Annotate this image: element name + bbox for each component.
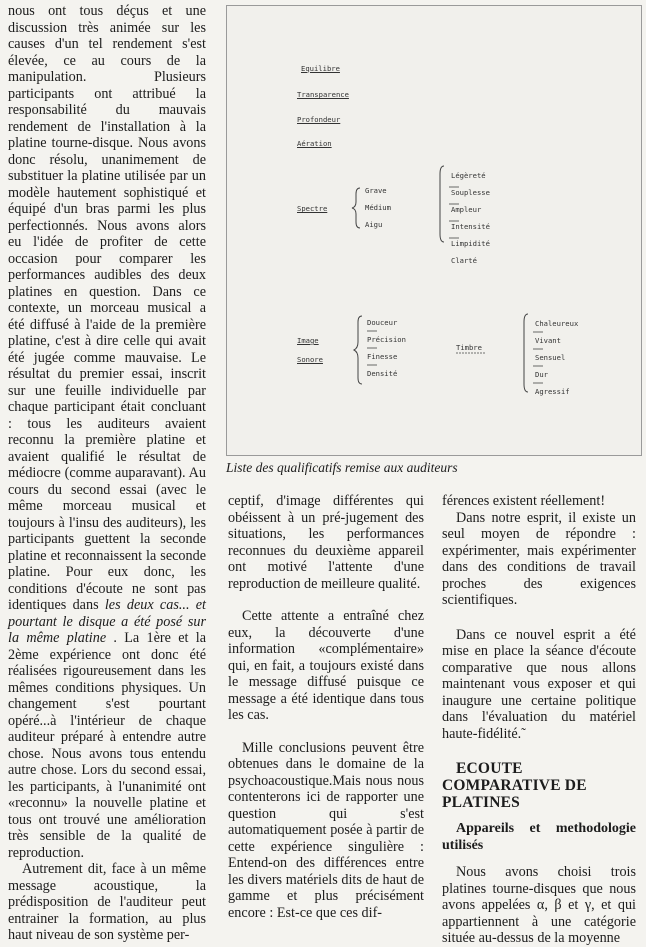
timbre-item: Dur	[535, 370, 548, 379]
qualifier-item: Aération	[297, 139, 332, 148]
timbre-label: Timbre	[456, 343, 482, 352]
paragraph: Mille conclusions peuvent être obtenues dans le domaine de la psychoacoustique.Mais nous nous contenterons ici de rapporter une question qui s'est automatiquement posée à partir de cette expérience singulière : Entend-on des différences entre les divers matériels dits de haut de gamme et plus précisément encore : Est-ce que ces dif-	[228, 739, 424, 921]
spectre-item: Médium	[365, 203, 391, 212]
timbre-item: Chaleureux	[535, 319, 579, 328]
paragraph: Dans ce nouvel esprit a été mise en place la séance d'écoute comparative que nous allons maintenant vous exposer et qui inaugure une certaine politique dans l'évaluation du matériel haute-fidélité.˜	[442, 626, 636, 742]
spectre-item: Grave	[365, 186, 387, 195]
section-heading: ECOUTE COMPARATIVE DE PLATINES	[442, 760, 587, 811]
timbre-item: Agressif	[535, 387, 570, 396]
qualifier-item: Ampleur	[451, 205, 482, 214]
paragraph: Autrement dit, face à un même message acoustique, la prédisposition de l'auditeur peut entrainer la formation, au plus haut niveau de son système per-	[8, 861, 206, 943]
text-column-3	[442, 493, 636, 947]
image-item: Douceur	[367, 318, 398, 327]
text-column-2	[228, 493, 424, 921]
spectre-label: Spectre	[297, 204, 328, 213]
figure-caption: Liste des qualificatifs remise aux auditeurs	[226, 460, 458, 475]
text-column-1	[8, 3, 206, 944]
figure-lines	[227, 6, 641, 455]
sonore-label: Sonore	[297, 355, 323, 364]
qualifier-item: Limpidité	[451, 239, 490, 248]
qualifier-item: Souplesse	[451, 188, 490, 197]
qualifier-item: Equilibre	[301, 64, 340, 73]
timbre-item: Vivant	[535, 336, 561, 345]
spectre-item: Aigu	[365, 220, 383, 229]
qualifier-item: Clarté	[451, 256, 477, 265]
paragraph: nous ont tous déçus et une discussion très animée sur les causes d'un tel rendement s'est élevée, ce au cours de la manipulation. Plusieurs participants ont attribué la responsabilité du mauvais rendement de l'installation à la platine tourne-disque. Nous avons donc résolu, unanimement de substituer la platine utilisée par un modèle hautement sophistiqué et équipé d'un bras parmi les plus perfectionnés. Nous avons alors eu l'idée de profiter de cette occasion pour comparer les performances audibles des deux platines en question. Dans ce contexte, un morceau musical a été diffusé à l'aide de la première platine, c'est à dire celle qui avait été jugée comme mauvaise. Le résultat du premier essai, inscrit sur une feuille individuelle par chaque participant était concluant : tous les auditeurs avaient reconnu la première platine et avaient qualifié le résultat de médiocre (comme auparavant). Au cours du second essai (avec le même morceau musical et toujours à l'insu des auditeurs), les participants guettent la seconde platine et reconnaissent la seconde platine. Pour eux donc, les conditions d'écoute ne sont pas identiques dans les deux cas... et pourtant le disque a été posé sur la même platine . La 1ère et la 2ème expérience ont donc été réalisées rigoureusement dans les mêmes conditions physiques. Un changement s'est pourtant opéré...à l'intérieur de chaque auditeur préparé à entendre autre chose. Nous avons tous entendu autre chose. Lors du second essai, les participants, à l'unanimité ont «reconnu» la nouvelle platine et tous ont trouvé une amélioration très sensible de la qualité de reproduction.	[8, 3, 206, 861]
qualifier-item: Profondeur	[297, 115, 341, 124]
qualifier-figure	[226, 5, 642, 456]
qualifier-item: Légèreté	[451, 171, 486, 180]
paragraph: férences existent réellement!	[442, 493, 606, 509]
paragraph: Cette attente a entraîné chez eux, la découverte d'une information «complémentaire» qui, en fait, a toujours existé dans le message diffusé puisque ce message a été identique dans tous les cas.	[228, 608, 424, 723]
paragraph: Dans notre esprit, il existe un seul moyen de répondre : expérimenter, mais expérimenter dans des conditions de travail proches des exigences scientifiques.	[442, 509, 636, 608]
qualifier-item: Transparence	[297, 90, 349, 99]
image-item: Précision	[367, 335, 406, 344]
paragraph: Nous avons choisi trois platines tourne-disques que nous avons appelées α, β et γ, et qui appartiennent à une catégorie située au-dessus de la moyenne	[442, 864, 636, 946]
image-label: Image	[297, 336, 319, 345]
paragraph: ceptif, d'image différentes qui obéissent à un pré-jugement des situations, les performances reconnues du deuxième appareil ont motivé l'attente d'une reproduction de meilleure qualité.	[228, 493, 424, 592]
image-item: Finesse	[367, 352, 398, 361]
subsection-heading: Appareils et methodologie utilisés	[442, 821, 636, 853]
qualifier-item: Intensité	[451, 222, 490, 231]
timbre-item: Sensuel	[535, 353, 566, 362]
image-item: Densité	[367, 369, 398, 378]
